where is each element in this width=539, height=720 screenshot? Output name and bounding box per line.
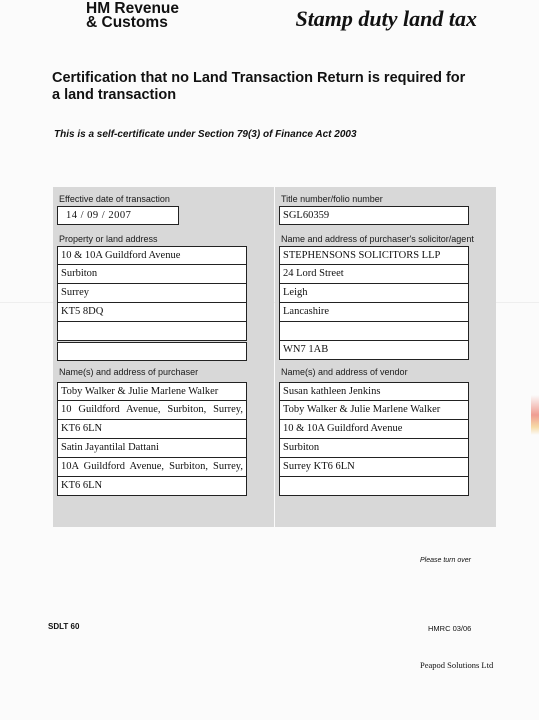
effective-date-field[interactable]: 14 / 09 / 2007 <box>57 206 179 225</box>
right-form-panel <box>275 187 496 527</box>
document-title-line1: Certification that no Land Transaction Return is required for <box>52 70 466 86</box>
purchaser-line[interactable]: 10A Guildford Avenue, Surbiton, Surrey, <box>57 458 247 477</box>
purchaser-line[interactable]: KT6 6LN <box>57 420 247 439</box>
purchaser-line[interactable]: KT6 6LN <box>57 477 247 496</box>
document-subtitle: This is a self-certificate under Section 79(3) of Finance Act 2003 <box>54 129 357 140</box>
purchaser-fields <box>57 382 247 496</box>
property-address-line[interactable]: Surrey <box>57 284 247 303</box>
left-form-panel <box>53 187 274 527</box>
property-address-line[interactable] <box>57 322 247 341</box>
turn-over-note: Please turn over <box>420 557 471 564</box>
purchaser-label: Name(s) and address of purchaser <box>59 367 199 377</box>
solicitor-line[interactable]: STEPHENSONS SOLICITORS LLP <box>279 246 469 265</box>
solicitor-fields <box>279 246 469 360</box>
property-address-fields <box>57 246 247 361</box>
document-title <box>52 70 492 104</box>
vendor-line[interactable]: 10 & 10A Guildford Avenue <box>279 420 469 439</box>
vendor-label: Name(s) and address of vendor <box>281 367 408 377</box>
form-heading: Stamp duty land tax <box>295 6 477 31</box>
purchaser-line[interactable]: 10 Guildford Avenue, Surbiton, Surrey, <box>57 401 247 420</box>
vendor-line[interactable]: Susan kathleen Jenkins <box>279 382 469 401</box>
property-address-line[interactable]: Surbiton <box>57 265 247 284</box>
solicitor-line[interactable]: 24 Lord Street <box>279 265 469 284</box>
solicitor-line[interactable]: Lancashire <box>279 303 469 322</box>
purchaser-line[interactable]: Toby Walker & Julie Marlene Walker <box>57 382 247 401</box>
org-name-line1: HM Revenue <box>86 0 180 17</box>
title-number-label: Title number/folio number <box>281 194 383 204</box>
solicitor-line[interactable] <box>279 322 469 341</box>
effective-date-label: Effective date of transaction <box>59 194 170 204</box>
solicitor-label: Name and address of purchaser's solicitor/agent <box>281 234 474 244</box>
purchaser-line[interactable]: Satin Jayantilal Dattani <box>57 439 247 458</box>
document-title-line2: a land transaction <box>52 87 177 103</box>
property-address-line[interactable]: KT5 8DQ <box>57 303 247 322</box>
property-address-label: Property or land address <box>59 234 158 244</box>
vendor-line[interactable] <box>279 477 469 496</box>
vendor-line[interactable]: Toby Walker & Julie Marlene Walker <box>279 401 469 420</box>
printer-credit: Peapod Solutions Ltd <box>420 660 494 670</box>
form-code: SDLT 60 <box>48 622 80 631</box>
form-version: HMRC 03/06 <box>428 624 472 633</box>
property-address-line[interactable] <box>57 342 247 361</box>
edge-color-mark <box>531 395 539 435</box>
hmrc-logo <box>86 2 179 30</box>
solicitor-line[interactable]: WN7 1AB <box>279 341 469 360</box>
vendor-fields <box>279 382 469 496</box>
solicitor-line[interactable]: Leigh <box>279 284 469 303</box>
title-number-field[interactable]: SGL60359 <box>279 206 469 225</box>
vendor-line[interactable]: Surbiton <box>279 439 469 458</box>
org-name-line2: & Customs <box>86 14 168 31</box>
property-address-line[interactable]: 10 & 10A Guildford Avenue <box>57 246 247 265</box>
vendor-line[interactable]: Surrey KT6 6LN <box>279 458 469 477</box>
